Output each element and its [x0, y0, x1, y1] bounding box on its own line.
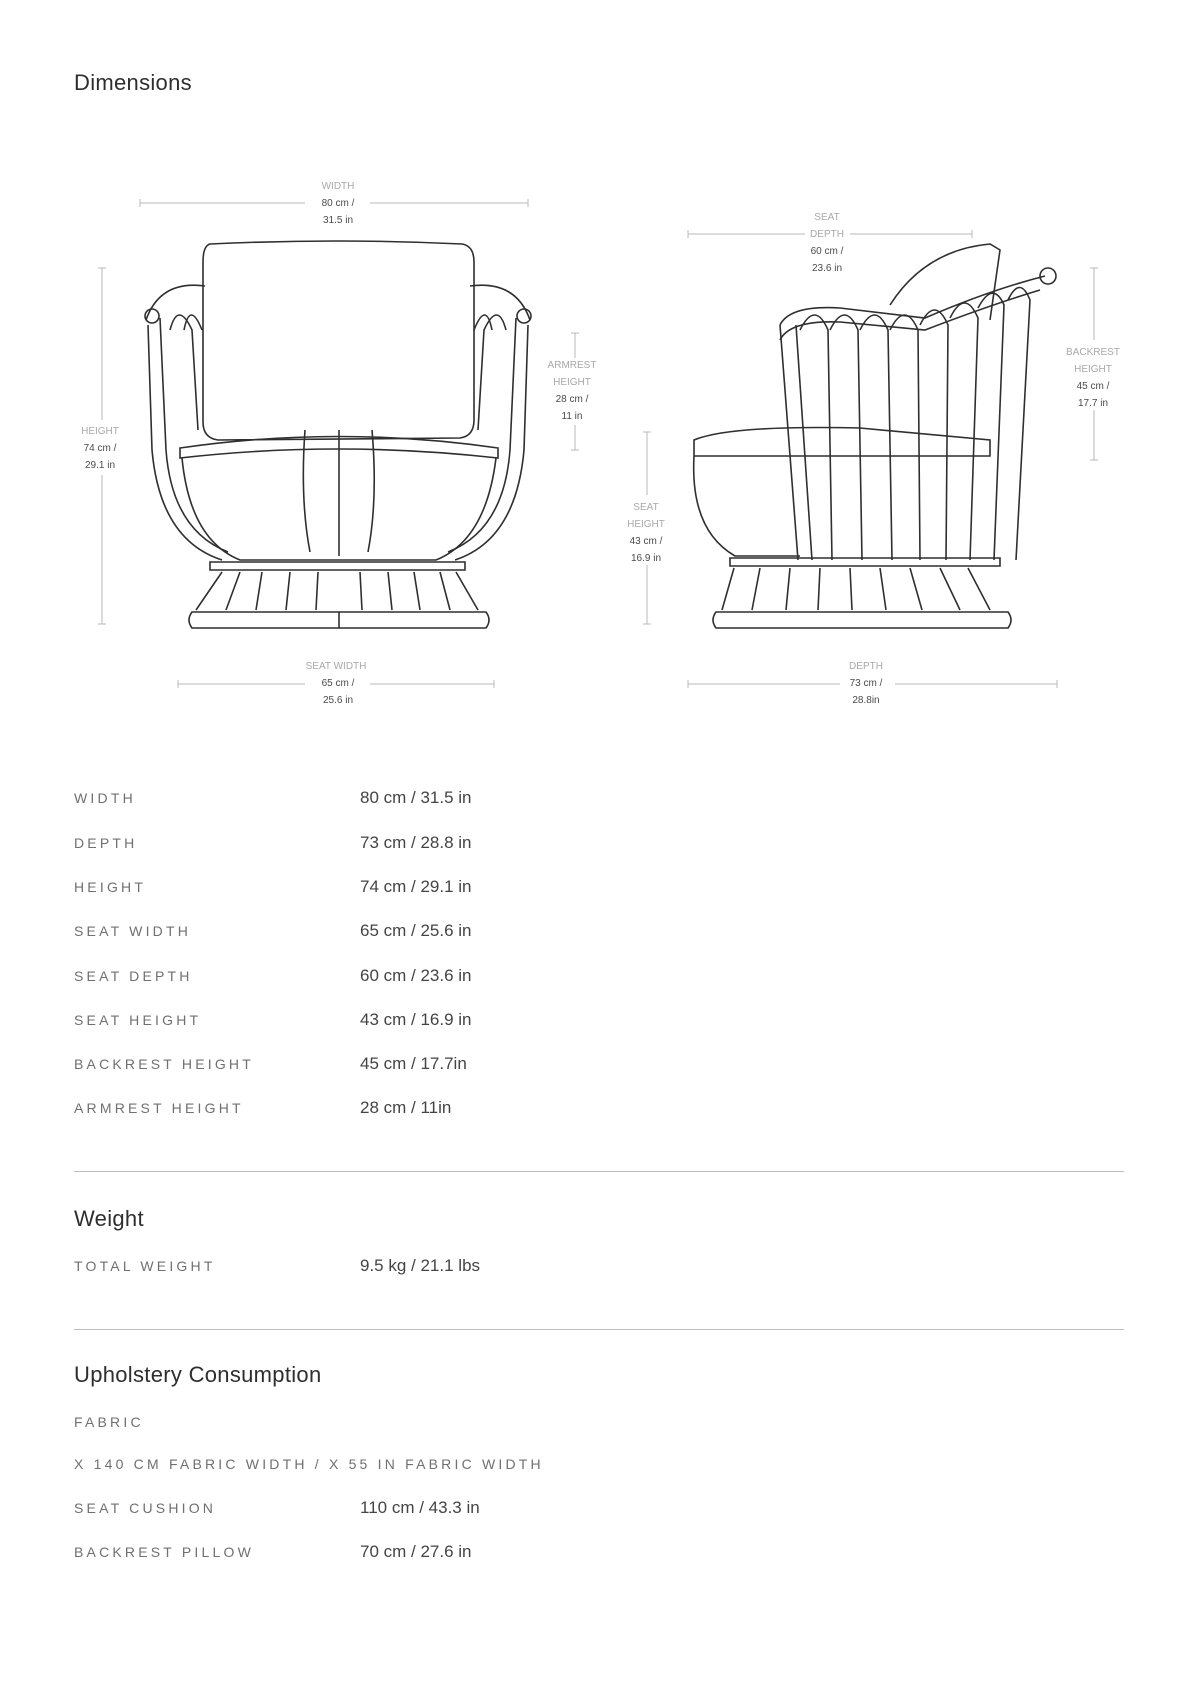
spec-value: 9.5 kg / 21.1 lbs	[360, 1256, 481, 1275]
seat-height-caption-2: HEIGHT	[627, 519, 665, 530]
front-height-caption: HEIGHT	[81, 426, 119, 437]
dimensions-heading: Dimensions	[74, 70, 192, 95]
fabric-row	[74, 1414, 1124, 1438]
spec-label: BACKREST PILLOW	[74, 1544, 255, 1560]
spec-label: DEPTH	[74, 835, 138, 851]
chair-technical-drawing	[0, 150, 1191, 720]
spec-value: 74 cm / 29.1 in	[360, 877, 472, 896]
armrest-value-2: 11 in	[561, 411, 583, 422]
spec-row-depth	[74, 835, 1124, 859]
spec-row-seat-depth	[74, 968, 1124, 992]
divider	[74, 1329, 1124, 1330]
spec-value: 28 cm / 11in	[360, 1098, 452, 1117]
seat-depth-value-1: 60 cm /	[810, 246, 844, 257]
spec-label: HEIGHT	[74, 879, 147, 895]
depth-value-2: 28.8in	[852, 695, 880, 706]
spec-label: SEAT HEIGHT	[74, 1012, 202, 1028]
weight-heading: Weight	[74, 1206, 144, 1231]
front-height-value-1: 74 cm /	[83, 443, 117, 454]
seat-depth-caption-1: SEAT	[814, 212, 840, 223]
front-width-caption: WIDTH	[321, 181, 355, 192]
spec-label: SEAT CUSHION	[74, 1500, 217, 1516]
seat-width-value-2: 25.6 in	[322, 695, 354, 706]
upholstery-heading: Upholstery Consumption	[74, 1362, 322, 1387]
spec-value: 73 cm / 28.8 in	[360, 833, 472, 852]
spec-row-backrest-pillow	[74, 1544, 1124, 1568]
spec-value: 80 cm / 31.5 in	[360, 788, 472, 807]
spec-value: 45 cm / 17.7in	[360, 1054, 467, 1073]
spec-row-seat-height	[74, 1012, 1124, 1036]
spec-label: ARMREST HEIGHT	[74, 1100, 244, 1116]
front-width-value-1: 80 cm /	[321, 198, 355, 209]
spec-row-armrest-height	[74, 1100, 1124, 1124]
front-height-value-2: 29.1 in	[84, 460, 116, 471]
seat-height-value-2: 16.9 in	[630, 553, 662, 564]
spec-row-total-weight	[74, 1258, 1124, 1282]
seat-width-caption: SEAT WIDTH	[305, 661, 367, 672]
armrest-value-1: 28 cm /	[555, 394, 589, 405]
armrest-caption-1: ARMREST	[547, 360, 597, 371]
seat-depth-value-2: 23.6 in	[811, 263, 843, 274]
spec-row-height	[74, 879, 1124, 903]
seat-height-value-1: 43 cm /	[629, 536, 663, 547]
backrest-caption-2: HEIGHT	[1074, 364, 1112, 375]
side-view-chair	[694, 244, 1056, 628]
spec-value: 70 cm / 27.6 in	[360, 1542, 472, 1561]
front-width-value-2: 31.5 in	[322, 215, 354, 226]
spec-label: BACKREST HEIGHT	[74, 1056, 254, 1072]
depth-caption: DEPTH	[849, 661, 883, 672]
spec-value: 65 cm / 25.6 in	[360, 921, 472, 940]
front-view-chair	[145, 241, 531, 628]
backrest-value-1: 45 cm /	[1076, 381, 1110, 392]
divider	[74, 1171, 1124, 1172]
spec-row-seat-width	[74, 923, 1124, 947]
seat-depth-caption-2: DEPTH	[810, 229, 844, 240]
seat-height-caption-1: SEAT	[633, 502, 659, 513]
spec-value: 110 cm / 43.3 in	[360, 1498, 480, 1517]
fabric-note: X 140 CM FABRIC WIDTH / X 55 IN FABRIC WIDTH	[74, 1456, 544, 1472]
spec-label: WIDTH	[74, 790, 136, 806]
spec-row-backrest-height	[74, 1056, 1124, 1080]
backrest-caption-1: BACKREST	[1066, 347, 1120, 358]
armrest-caption-2: HEIGHT	[553, 377, 591, 388]
spec-row-seat-cushion	[74, 1500, 1124, 1524]
fabric-note-row	[74, 1456, 1124, 1480]
spec-row-width	[74, 790, 1124, 814]
seat-width-value-1: 65 cm /	[321, 678, 355, 689]
spec-value: 60 cm / 23.6 in	[360, 966, 472, 985]
spec-value: 43 cm / 16.9 in	[360, 1010, 472, 1029]
fabric-label: FABRIC	[74, 1414, 144, 1430]
backrest-value-2: 17.7 in	[1077, 398, 1109, 409]
spec-label: TOTAL WEIGHT	[74, 1258, 216, 1274]
depth-value-1: 73 cm /	[849, 678, 883, 689]
spec-label: SEAT WIDTH	[74, 923, 192, 939]
spec-label: SEAT DEPTH	[74, 968, 193, 984]
